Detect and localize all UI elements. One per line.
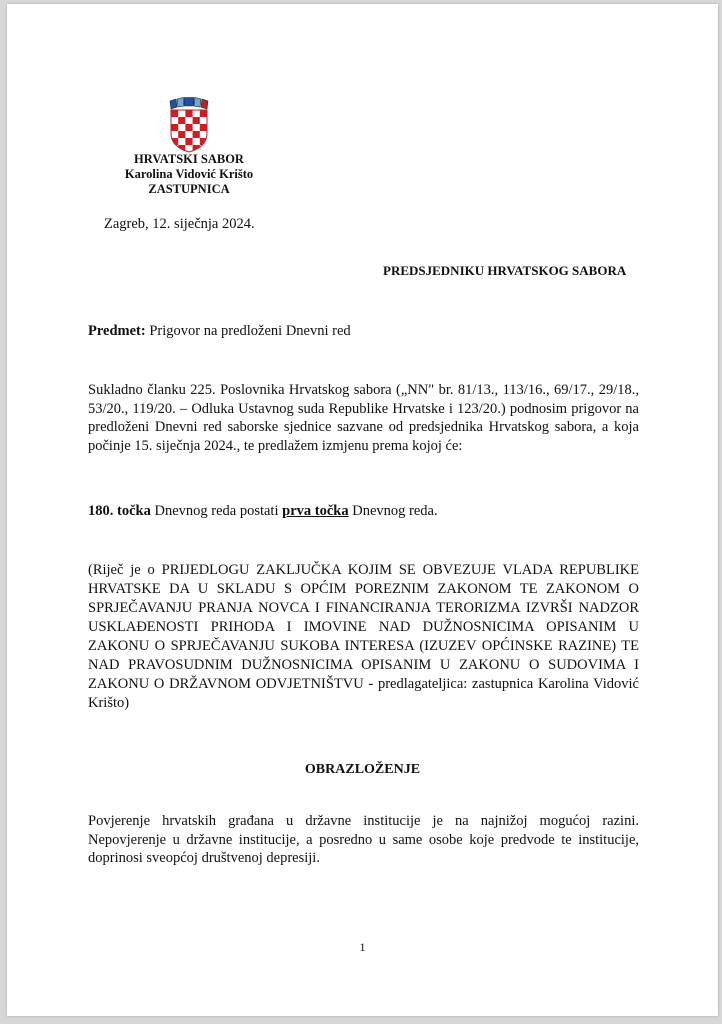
proposal-middle: Dnevnog reda postati bbox=[150, 503, 283, 519]
representative-name: Karolina Vidović Krišto bbox=[124, 167, 254, 181]
representative-role: ZASTUPNICA bbox=[148, 182, 230, 196]
agenda-item-paragraph bbox=[88, 561, 639, 713]
proposal-target: prva točka bbox=[282, 503, 349, 519]
intro-paragraph bbox=[88, 381, 639, 455]
agenda-item-line: Krišto) bbox=[88, 695, 130, 711]
intro-line: 53/20., 119/20. – Odluka Ustavnog suda Republike Hrvatske i 123/20.) podnosim prigovor na bbox=[88, 400, 639, 417]
page-number: 1 bbox=[359, 940, 366, 954]
document-page bbox=[7, 4, 718, 1016]
reasoning-paragraph bbox=[88, 812, 639, 868]
subject-label: Predmet: bbox=[88, 323, 146, 339]
reasoning-line: doprinosi sveopćoj društvenoj depresiji. bbox=[88, 850, 320, 867]
agenda-item-line: USKLAĐENOSTI PRIHODA I IMOVINE NAD DUŽNOSNICIMA OPISANIM U bbox=[88, 619, 639, 635]
agenda-item-line: HRVATSKE DA U SKLADU S OPĆIM POREZNIM ZAKONOM TE ZAKONOM O bbox=[88, 581, 639, 597]
place-date: Zagreb, 12. siječnja 2024. bbox=[104, 216, 255, 232]
proposal-item: 180. točka bbox=[88, 503, 151, 519]
agenda-item-line: SPRJEČAVANJU PRANJA NOVCA I FINANCIRANJA TERORIZMA IZVRŠI NADZOR bbox=[88, 600, 639, 616]
recipient: PREDSJEDNIKU HRVATSKOG SABORA bbox=[383, 263, 627, 278]
proposal-line bbox=[88, 502, 438, 520]
agenda-item-line: ZAKONU O DRŽAVNOM ODVJETNIŠTVU - predlagateljica: zastupnica Karolina Vidović bbox=[88, 676, 639, 692]
agenda-item-line: NAD PRAVOSUDNIM DUŽNOSNICIMA OPISANIM U ZAKONU O SUDOVIMA I bbox=[88, 657, 639, 673]
proposal-end: Dnevnog reda. bbox=[348, 503, 438, 519]
agenda-item-line: (Riječ je o PRIJEDLOGU ZAKLJUČKA KOJIM SE OBVEZUJE VLADA REPUBLIKE bbox=[88, 562, 639, 578]
agenda-item-line: ZAKONU O SPRJEČAVANJU SUKOBA INTERESA (IZUZEV OPĆINSKE RAZINE) TE bbox=[88, 638, 639, 654]
subject-line bbox=[88, 322, 351, 340]
intro-line: počinje 15. siječnja 2024., te predlažem izmjenu prema kojoj će: bbox=[88, 437, 463, 454]
croatian-coat-of-arms-icon bbox=[167, 97, 211, 153]
institution-name: HRVATSKI SABOR bbox=[134, 152, 244, 166]
subject-text: Prigovor na predloženi Dnevni red bbox=[145, 323, 351, 339]
reasoning-line: Povjerenje hrvatskih građana u državne institucije je na najnižoj mogućoj razini. bbox=[88, 813, 639, 829]
section-title: OBRAZLOŽENJE bbox=[304, 762, 421, 777]
intro-line: Sukladno članku 225. Poslovnika Hrvatskog sabora („NN" br. 81/13., 113/16., 69/17., 29/18., bbox=[88, 382, 639, 398]
intro-line: predloženi Dnevni red saborske sjednice sazvane od predsjednika Hrvatskog sabora, a koja bbox=[88, 419, 639, 436]
reasoning-line: Nepovjerenje u državne institucije, a posredno u same osobe koje predvode te institucije, bbox=[88, 831, 639, 848]
